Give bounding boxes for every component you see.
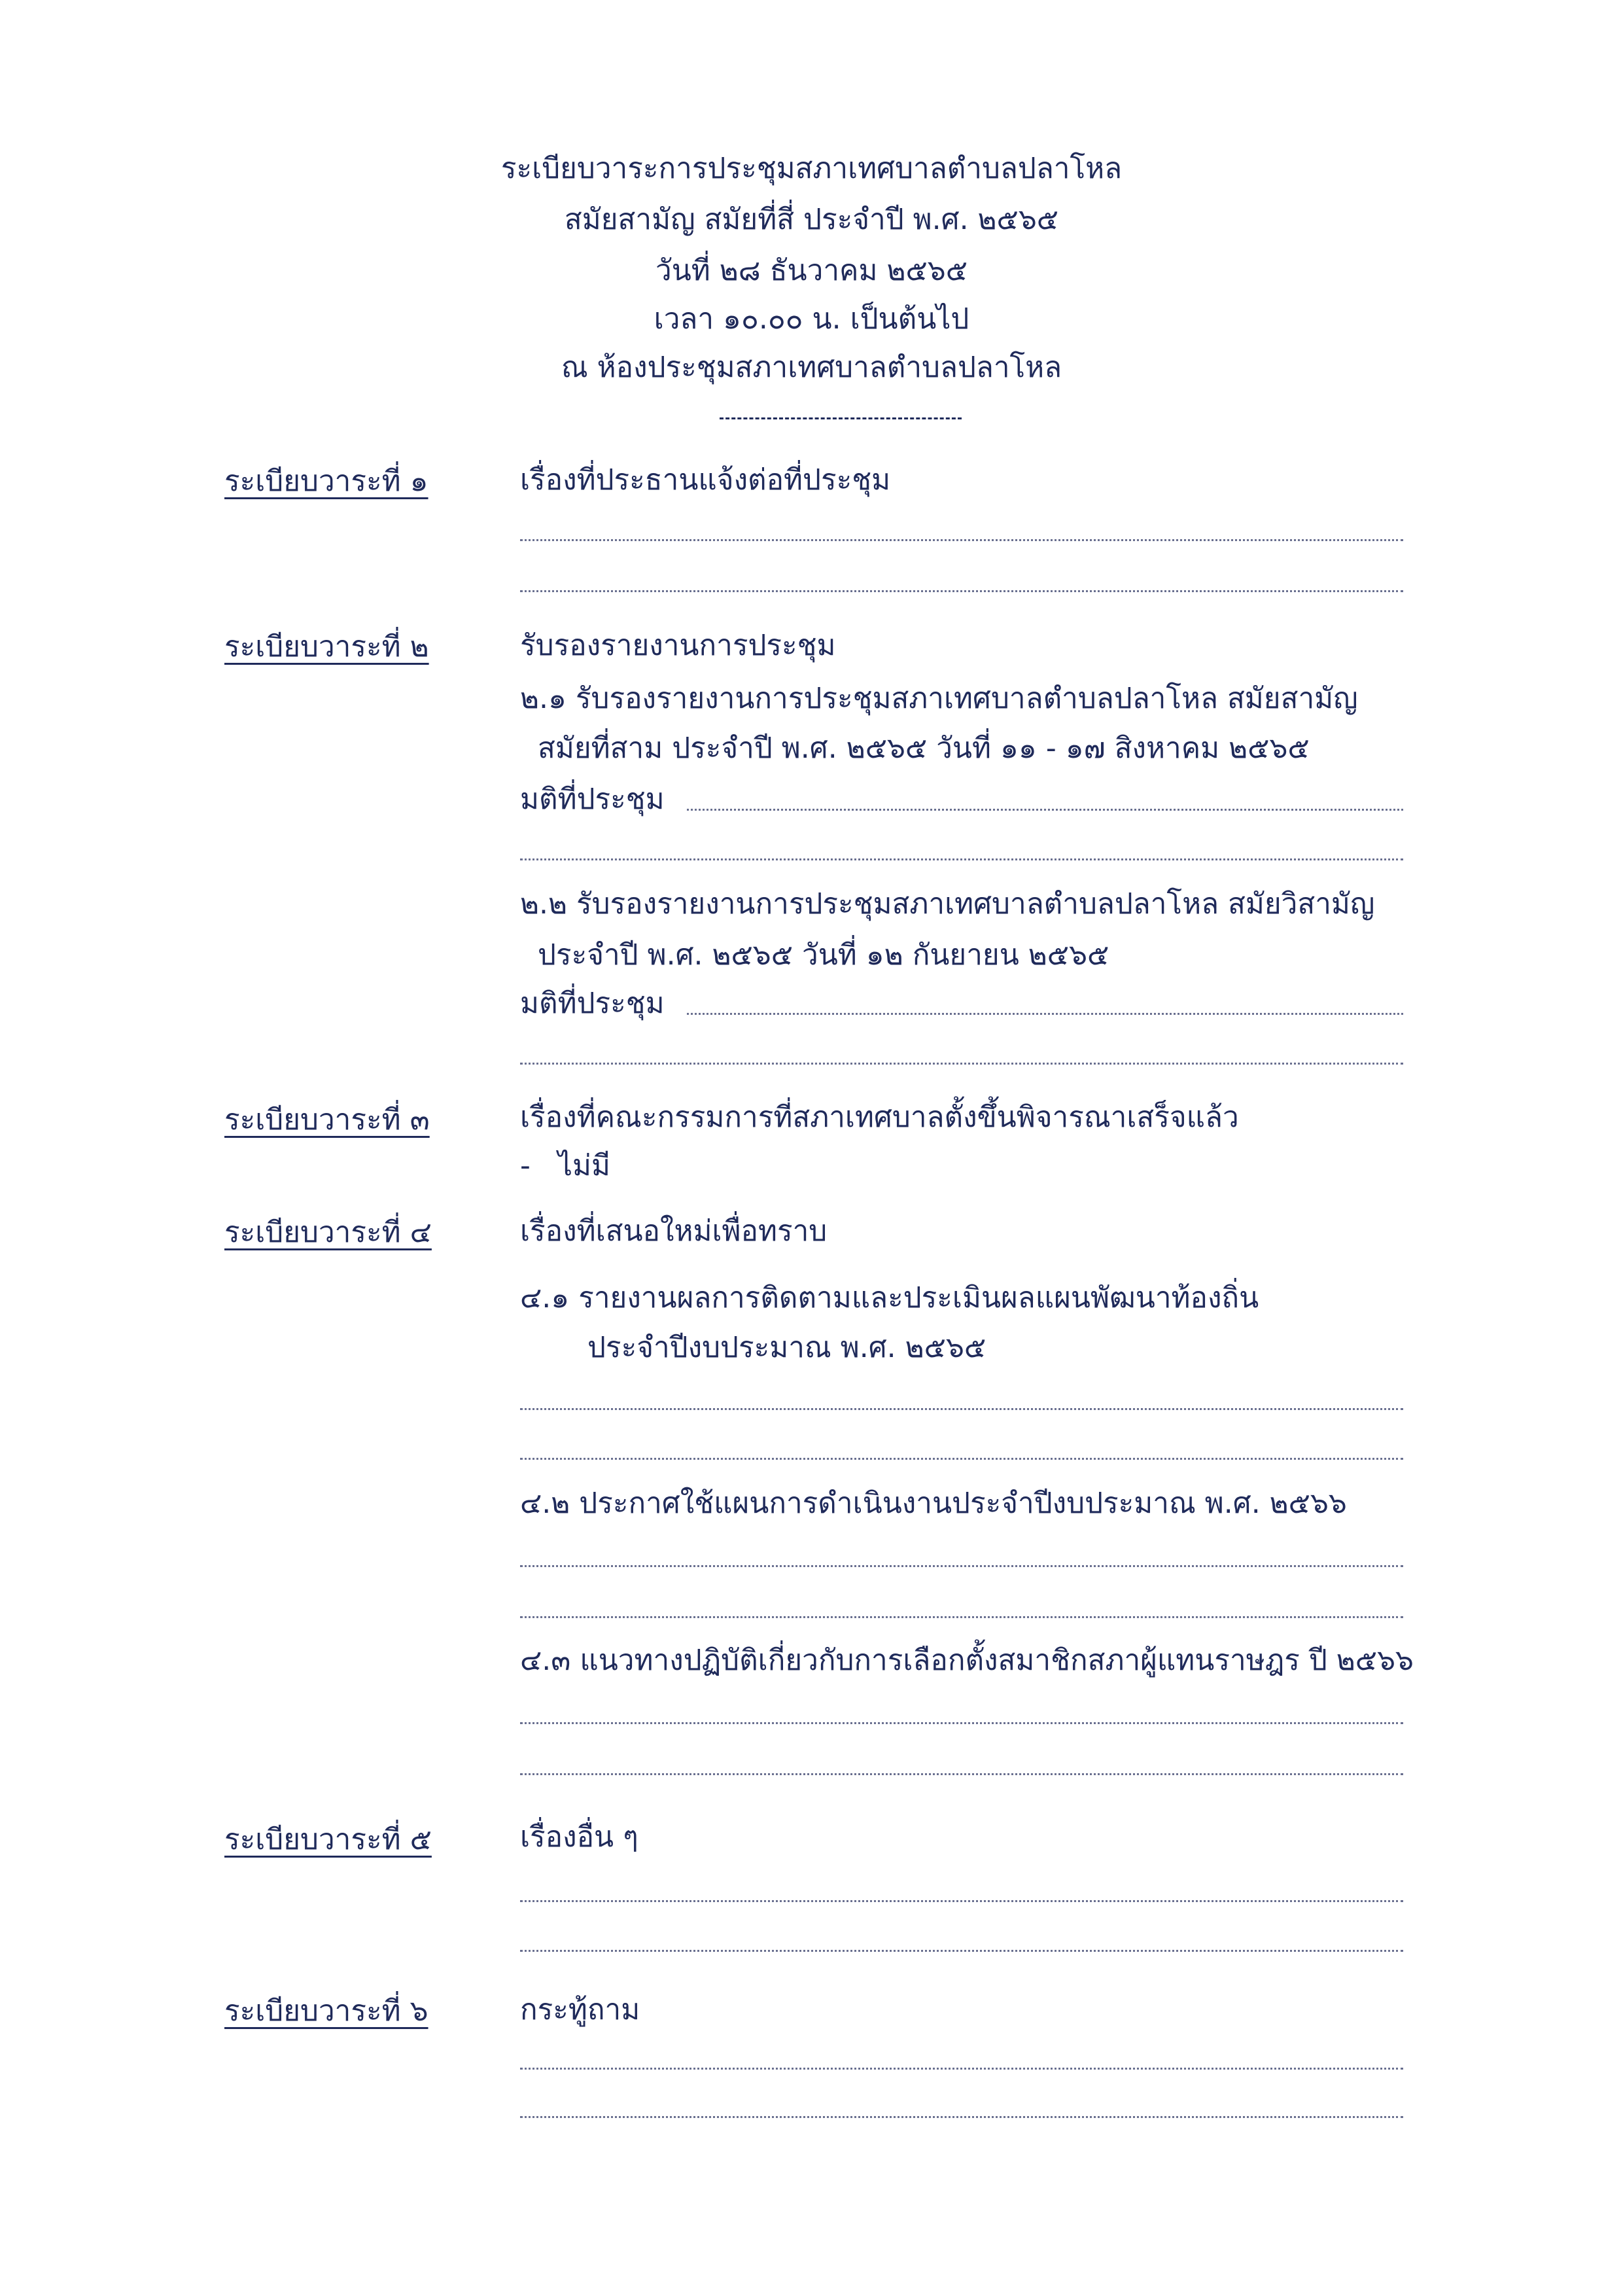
- agenda-2-item-1-line-1: ๒.๑ รับรองรายงานการประชุมสภาเทศบาลตำบลปลาโหล สมัยสามัญ: [520, 682, 1358, 715]
- fill-line: [520, 1773, 1403, 1775]
- header-line-2: สมัยสามัญ สมัยที่สี่ ประจำปี พ.ศ. ๒๕๖๕: [564, 203, 1059, 236]
- fill-line: [520, 1408, 1403, 1410]
- header-line-4: เวลา ๑๐.๐๐ น. เป็นต้นไป: [654, 302, 969, 336]
- fill-line: [520, 858, 1403, 860]
- fill-line: [520, 1565, 1403, 1567]
- agenda-4-item-2: ๔.๒ ประกาศใช้แผนการดำเนินงานประจำปีงบประมาณ พ.ศ. ๒๕๖๖: [520, 1487, 1347, 1520]
- agenda-4-label: ระเบียบวาระที่ ๔: [224, 1216, 432, 1249]
- fill-line: [520, 1063, 1403, 1065]
- agenda-6-label: ระเบียบวาระที่ ๖: [224, 1994, 428, 2028]
- agenda-2-item-1-line-2: สมัยที่สาม ประจำปี พ.ศ. ๒๕๖๕ วันที่ ๑๑ - ๑๗ สิงหาคม ๒๕๖๕: [538, 732, 1310, 765]
- fill-line: [520, 1950, 1403, 1952]
- agenda-3-label: ระเบียบวาระที่ ๓: [224, 1103, 430, 1137]
- agenda-3-note: - ไม่มี: [520, 1149, 610, 1182]
- agenda-5-title: เรื่องอื่น ๆ: [520, 1820, 638, 1854]
- header-line-1: ระเบียบวาระการประชุมสภาเทศบาลตำบลปลาโหล: [500, 152, 1123, 185]
- fill-line: [687, 1013, 1403, 1015]
- agenda-2-item-2-resolution-label: มติที่ประชุม: [520, 987, 665, 1020]
- fill-line: [520, 539, 1403, 541]
- agenda-4-item-3: ๔.๓ แนวทางปฏิบัติเกี่ยวกับการเลือกตั้งสมาชิกสภาผู้แทนราษฎร ปี ๒๕๖๖: [520, 1644, 1414, 1677]
- fill-line: [520, 1458, 1403, 1460]
- agenda-2-item-2-line-1: ๒.๒ รับรองรายงานการประชุมสภาเทศบาลตำบลปลาโหล สมัยวิสามัญ: [520, 887, 1375, 921]
- agenda-4-item-1-line-2: ประจำปีงบประมาณ พ.ศ. ๒๕๖๕: [587, 1331, 986, 1364]
- agenda-1-title: เรื่องที่ประธานแจ้งต่อที่ประชุม: [520, 463, 891, 497]
- fill-line: [520, 1616, 1403, 1618]
- header-line-5: ณ ห้องประชุมสภาเทศบาลตำบลปลาโหล: [561, 351, 1062, 384]
- header-line-3: วันที่ ๒๘ ธันวาคม ๒๕๖๕: [655, 254, 968, 287]
- header-divider: [720, 417, 962, 419]
- agenda-2-item-2-line-2: ประจำปี พ.ศ. ๒๕๖๕ วันที่ ๑๒ กันยายน ๒๕๖๕: [538, 938, 1109, 972]
- agenda-3-title: เรื่องที่คณะกรรมการที่สภาเทศบาลตั้งขึ้นพิจารณาเสร็จแล้ว: [520, 1101, 1239, 1134]
- agenda-4-title: เรื่องที่เสนอใหม่เพื่อทราบ: [520, 1214, 828, 1248]
- agenda-2-label: ระเบียบวาระที่ ๒: [224, 630, 429, 663]
- agenda-2-title: รับรองรายงานการประชุม: [520, 629, 836, 662]
- agenda-4-item-1-line-1: ๔.๑ รายงานผลการติดตามและประเมินผลแผนพัฒนาท้องถิ่น: [520, 1281, 1259, 1315]
- fill-line: [520, 2068, 1403, 2070]
- fill-line: [520, 1722, 1403, 1724]
- agenda-5-label: ระเบียบวาระที่ ๕: [224, 1823, 432, 1856]
- fill-line: [520, 2116, 1403, 2118]
- fill-line: [520, 1900, 1403, 1902]
- agenda-2-item-1-resolution-label: มติที่ประชุม: [520, 783, 665, 816]
- agenda-6-title: กระทู้ถาม: [520, 1993, 640, 2026]
- fill-line: [520, 590, 1403, 592]
- fill-line: [687, 809, 1403, 811]
- agenda-1-label: ระเบียบวาระที่ ๑: [224, 465, 428, 498]
